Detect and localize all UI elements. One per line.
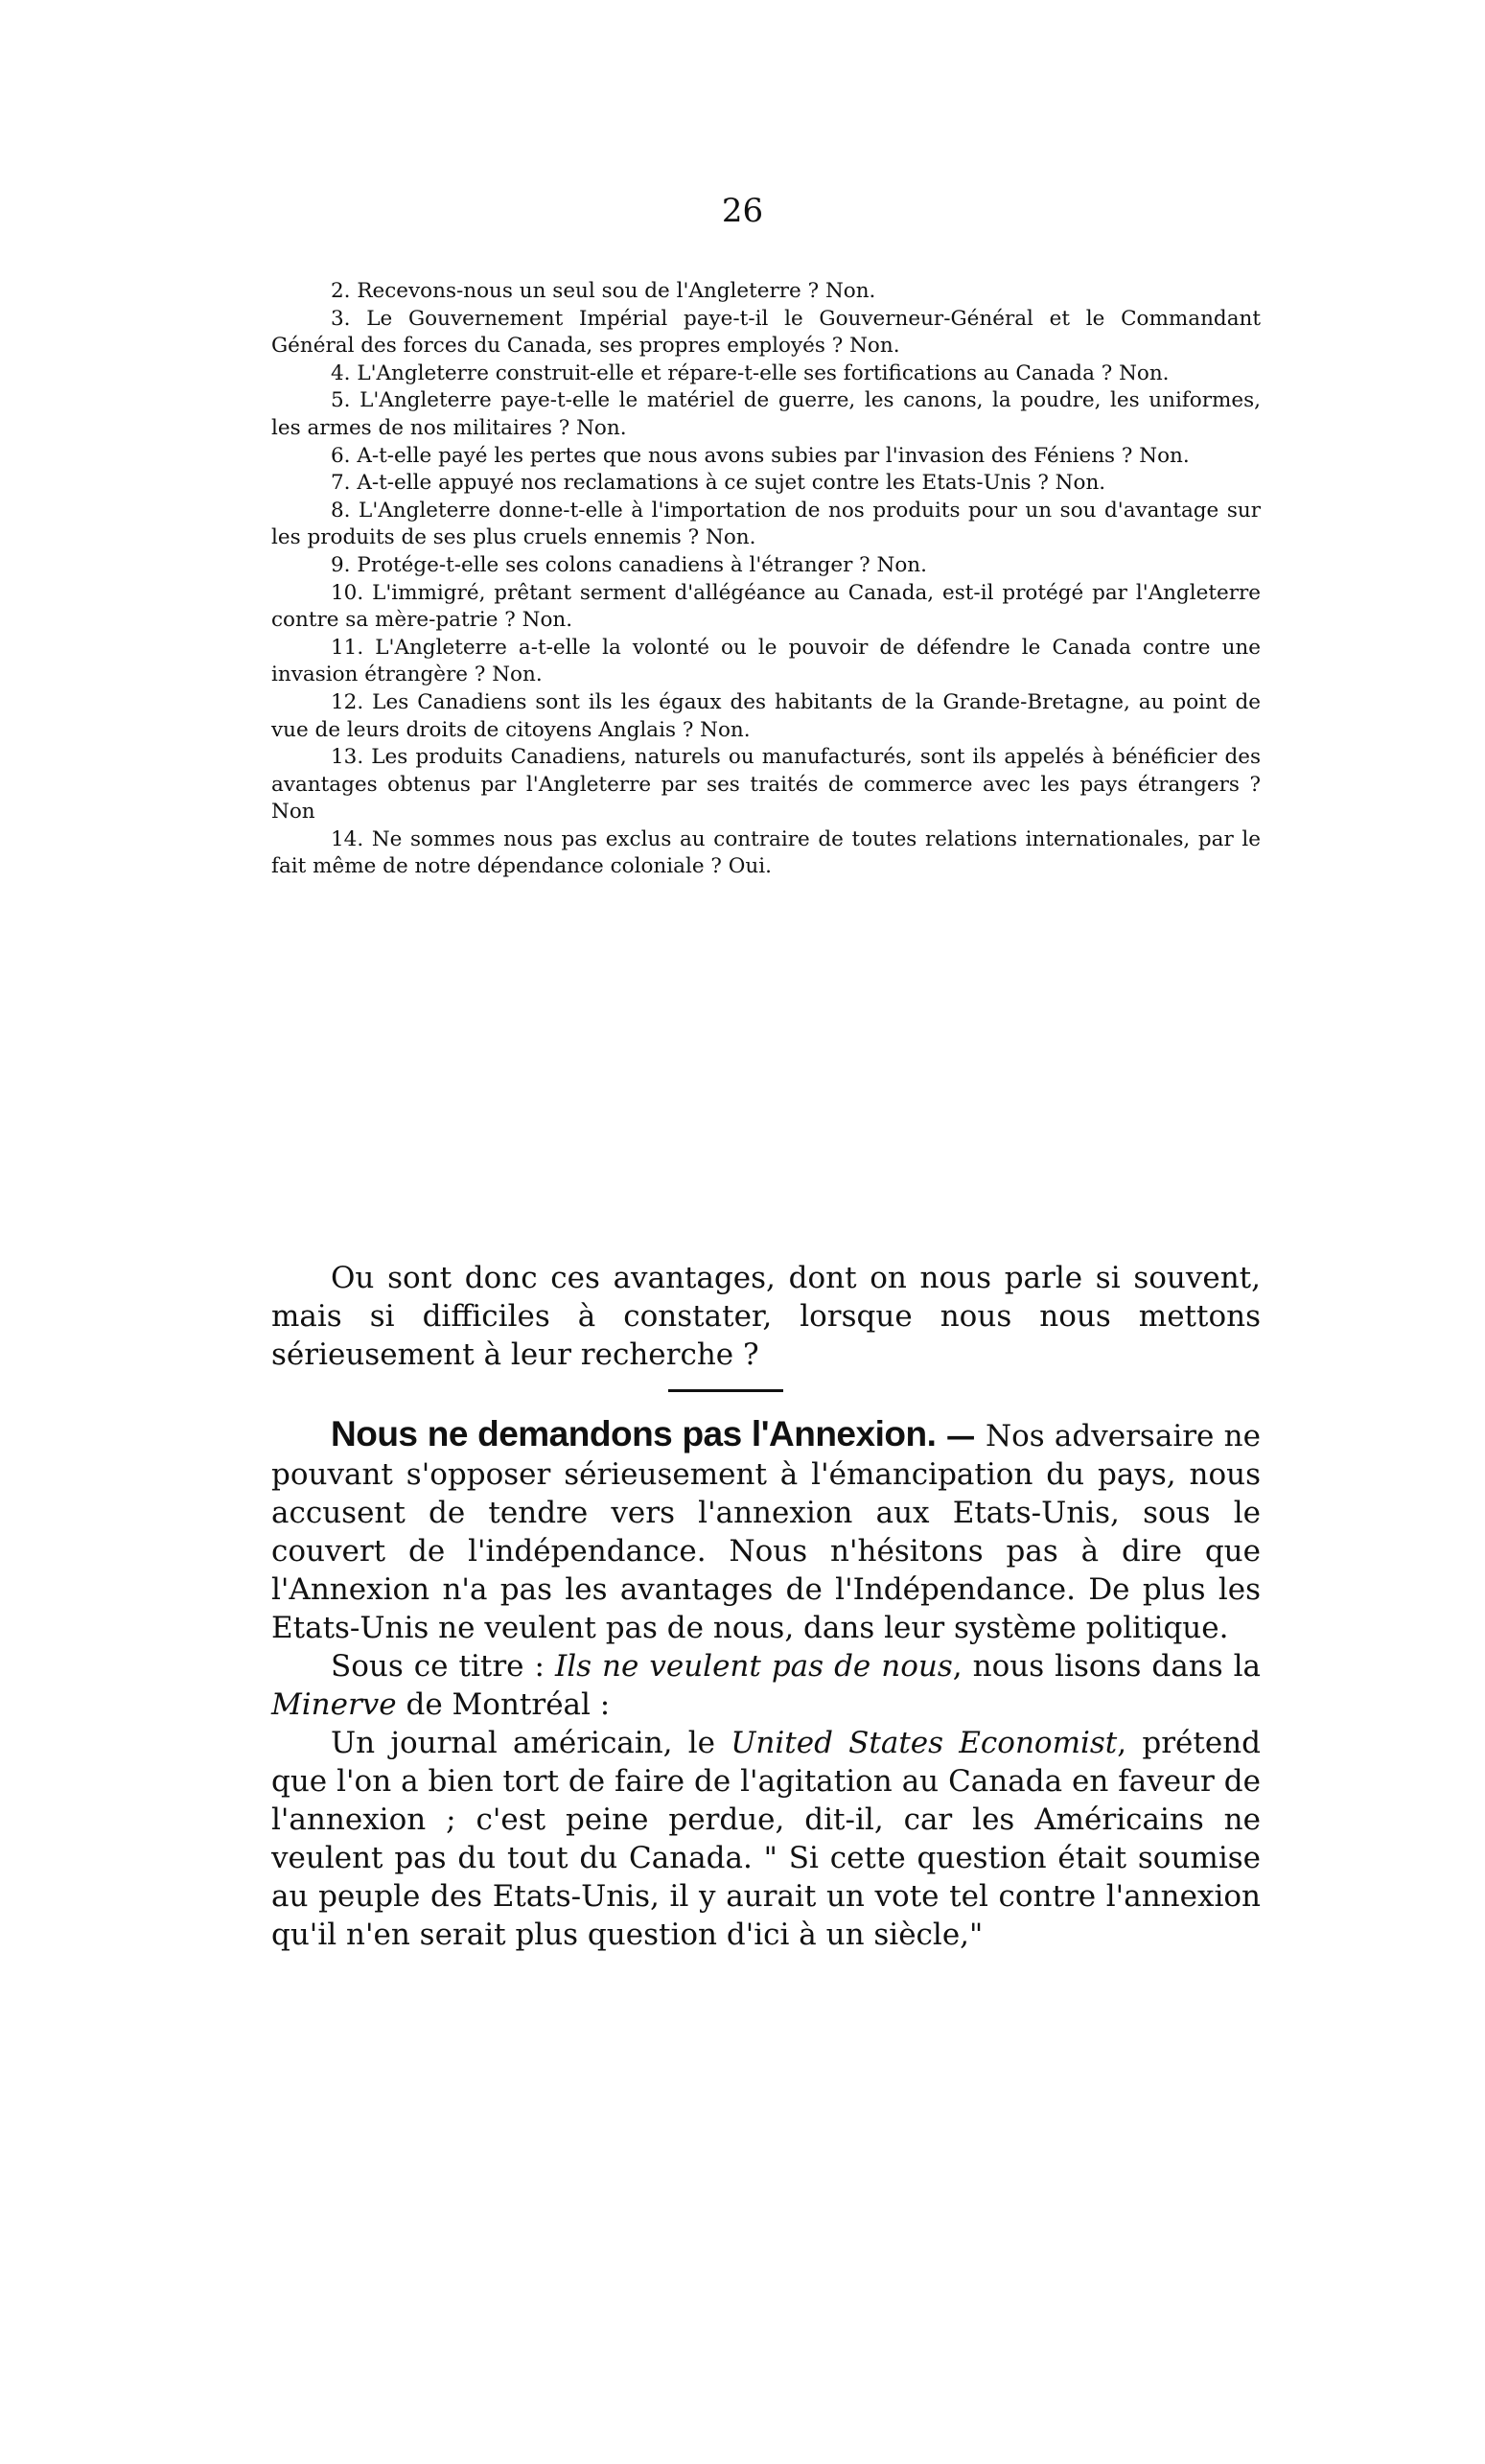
journal-name: United States Economist xyxy=(731,1726,1118,1760)
paragraph-text: Nos adversaire ne pouvant s'opposer sérieusement à l'émancipation du pays, nous accusent de tendre vers l'annexion aux Etats-Unis, sous le couvert de l'indépendance. Nous n'hésitons pas à dire que l'Annexion n'a pas les avantages de l'Indépendance. De plus les Etats-Unis ne veulent pas de nous, dans leur système politique. xyxy=(271,1419,1261,1645)
question-list xyxy=(271,278,1261,881)
question-item: 9. Protége-t-elle ses colons canadiens à l'étranger ? Non. xyxy=(331,552,927,577)
question-item: 6. A-t-elle payé les pertes que nous avons subies par l'invasion des Féniens ? Non. xyxy=(331,443,1190,468)
paragraph-text: Un journal américain, le xyxy=(331,1726,716,1760)
question-item: 3. Le Gouvernement Impérial paye-t-il le Gouverneur-Général et le Commandant Général des forces du Canada, ses propres employés ? Non. xyxy=(271,306,1261,359)
paragraph-text: , nous lisons dans la xyxy=(952,1649,1262,1684)
section-paragraph-2 xyxy=(271,1647,1261,1724)
quoted-title: Ils ne veulent pas de nous xyxy=(554,1649,953,1684)
heading-dash: — xyxy=(945,1419,976,1453)
intro-paragraph: Ou sont donc ces avantages, dont on nous parle si souvent, mais si difficiles à constater, lorsque nous nous mettons sérieusement à leur recherche ? xyxy=(271,1261,1261,1372)
paragraph-text: Sous ce titre : xyxy=(331,1649,545,1684)
section-paragraph-1 xyxy=(271,1415,1261,1647)
question-item: 14. Ne sommes nous pas exclus au contraire de toutes relations internationales, par le fait même de notre dépendance coloniale ? Oui. xyxy=(271,826,1261,879)
question-item: 10. L'immigré, prêtant serment d'allégéance au Canada, est-il protégé par l'Angleterre contre sa mère-patrie ? Non. xyxy=(271,580,1261,633)
question-item: 13. Les produits Canadiens, naturels ou manufacturés, sont ils appelés à bénéficier des avantages obtenus par l'Angleterre par ses traités de commerce avec les pays étrangers ? Non xyxy=(271,745,1261,825)
question-item: 4. L'Angleterre construit-elle et répare-t-elle ses fortifications au Canada ? Non. xyxy=(331,360,1170,385)
section-paragraph-3 xyxy=(271,1724,1261,1954)
question-item: 5. L'Angleterre paye-t-elle le matériel de guerre, les canons, la poudre, les uniformes, les armes de nos militaires ? Non. xyxy=(271,388,1261,440)
question-item: 12. Les Canadiens sont ils les égaux des habitants de la Grande-Bretagne, au point de vue de leurs droits de citoyens Anglais ? Non. xyxy=(271,689,1261,742)
section-divider xyxy=(668,1389,783,1392)
question-item: 11. L'Angleterre a-t-elle la volonté ou le pouvoir de défendre le Canada contre une invasion étrangère ? Non. xyxy=(271,635,1261,687)
question-item: 7. A-t-elle appuyé nos reclamations à ce sujet contre les Etats-Unis ? Non. xyxy=(331,471,1106,496)
page-number: 26 xyxy=(721,192,764,230)
journal-name: Minerve xyxy=(271,1687,397,1722)
intro-block xyxy=(271,1259,1261,1374)
paragraph-text: de Montréal : xyxy=(406,1687,611,1722)
question-item: 8. L'Angleterre donne-t-elle à l'importation de nos produits pour un sou d'avantage sur les produits de ses plus cruels ennemis ? Non. xyxy=(271,498,1261,550)
annexion-section xyxy=(271,1415,1261,1954)
question-item: 2. Recevons-nous un seul sou de l'Angleterre ? Non. xyxy=(331,279,876,303)
paragraph-text: , prétend que l'on a bien tort de faire de l'agitation au Canada en faveur de l'annexion ; c'est peine perdue, dit-il, car les Américains ne veulent pas du tout du Canada. " Si cette question était soumise au peuple des Etats-Unis, il y aurait un vote tel contre l'annexion qu'il n'en serait plus question d'ici à un siècle," xyxy=(271,1726,1261,1952)
section-heading: Nous ne demandons pas l'Annexion. xyxy=(331,1414,937,1453)
